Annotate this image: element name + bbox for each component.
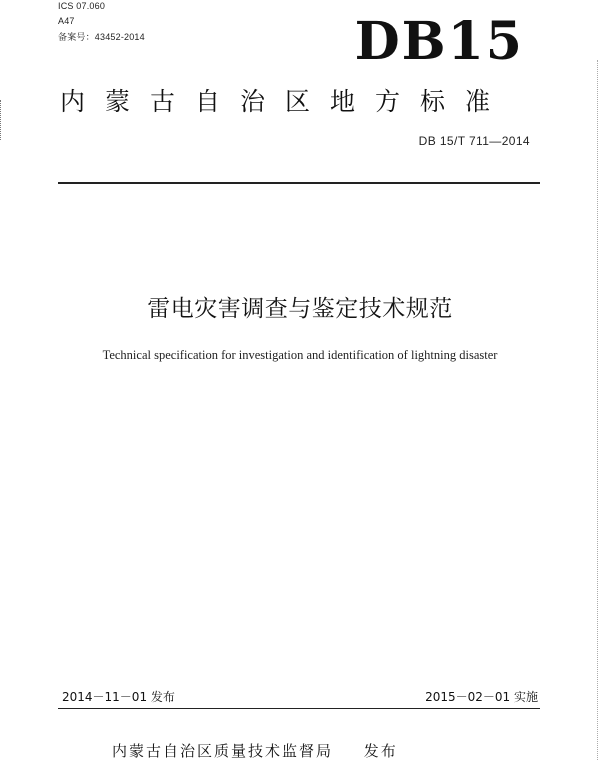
standard-code-logo: DB15 xyxy=(354,11,524,72)
scan-edge-mark-right xyxy=(596,60,598,760)
filing-number: 备案号：43452-2014 xyxy=(58,32,145,42)
scan-edge-mark-left xyxy=(0,100,4,140)
header-divider xyxy=(58,182,540,184)
implementation-date: 2015－02－01 实施 xyxy=(425,690,538,704)
standard-number: DB 15/T 711—2014 xyxy=(418,134,530,148)
publish-label: 发布 xyxy=(363,742,398,760)
publisher-name: 内蒙古自治区质量技术监督局 xyxy=(112,742,334,760)
classification-code: A47 xyxy=(58,16,75,26)
issue-date: 2014－11－01 发布 xyxy=(62,690,175,704)
document-title-english: Technical specification for investigation and identification of lightning disaster xyxy=(102,348,498,362)
ics-code: ICS 07.060 xyxy=(58,1,106,11)
footer-divider xyxy=(58,708,540,709)
document-title-chinese: 雷电灾害调查与鉴定技术规范 xyxy=(147,296,453,322)
publisher-line xyxy=(112,740,398,761)
standard-type-heading: 内蒙古自治区地方标准 xyxy=(60,87,511,116)
